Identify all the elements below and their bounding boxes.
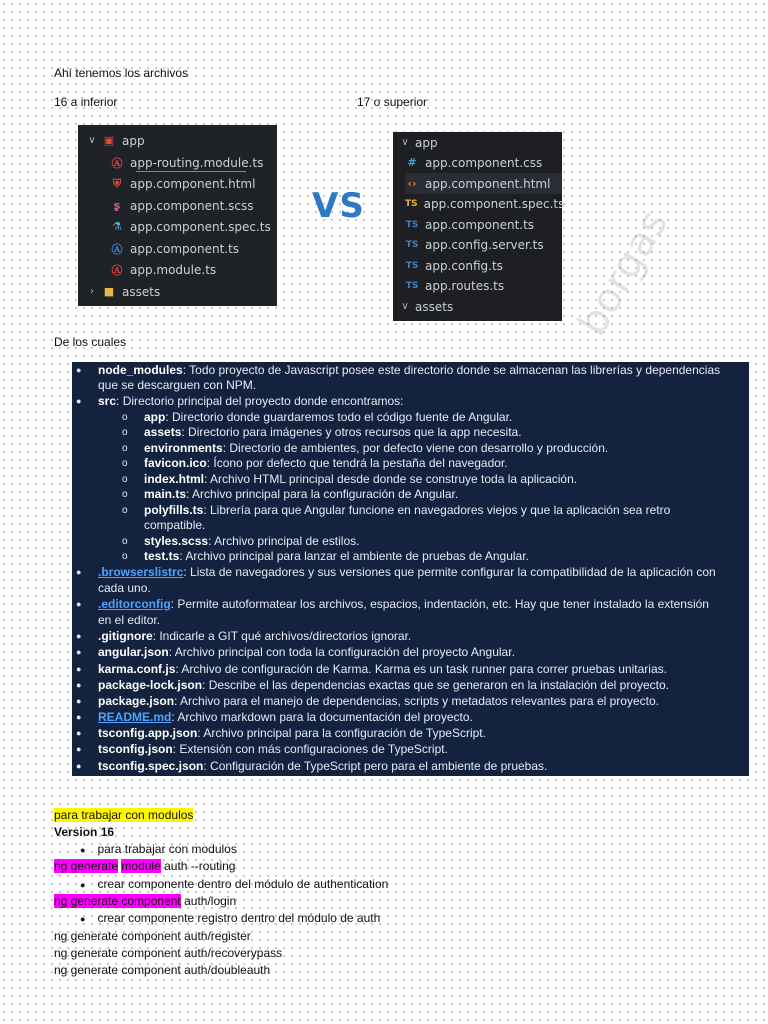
list-item: ● .editorconfig: Permite autoformatear los archivos, espacios, indentación, etc. Hay que tener instalado la extensión — [76, 597, 709, 611]
flask-icon: ⚗ — [112, 220, 122, 233]
tree-label: app.routes.ts — [425, 278, 505, 293]
tree-label: app — [122, 133, 145, 148]
ts-icon: TS — [405, 260, 419, 271]
tree-label: app — [415, 135, 438, 150]
tree-row-file[interactable] — [110, 152, 277, 173]
chevron-down-icon: ∨ — [401, 137, 409, 148]
watermark: borgas — [569, 202, 678, 344]
bullet-line: ● crear componente registro dentro del módulo de auth — [80, 911, 381, 925]
list-item: ● angular.json: Archivo principal con toda la configuración del proyecto Angular. — [76, 645, 515, 659]
de-los-cuales: De los cuales — [54, 335, 127, 349]
bullet-line: ● para trabajar con modulos — [80, 842, 237, 856]
tree-label: app.component.ts — [130, 241, 240, 256]
tree-label: assets — [415, 299, 454, 314]
tree-label: app.component.css — [425, 155, 543, 170]
label-left: 16 a inferior — [54, 95, 118, 109]
command-line: ng generate module auth --routing — [54, 859, 236, 873]
command-line: ng generate component auth/register — [54, 929, 251, 943]
sub-item: o favicon.ico: Ícono por defecto que tendrá la pestaña del navegador. — [122, 456, 508, 470]
readme-link[interactable]: README.md — [98, 710, 172, 724]
sub-item: o environments: Directorio de ambientes, por defecto viene con desarrollo y producción. — [122, 441, 609, 455]
tree-row-file[interactable] — [405, 255, 562, 276]
explorer-angular-17 — [393, 132, 565, 321]
html5-icon: ⛨ — [112, 176, 122, 190]
sub-item: o styles.scss: Archivo principal de estilos. — [122, 534, 360, 548]
list-item: ● src: Directorio principal del proyecto donde encontramos: — [76, 394, 404, 408]
sub-item: o test.ts: Archivo principal para lanzar el ambiente de pruebas de Angular. — [122, 549, 529, 563]
sub-item-cont: compatible. — [144, 518, 206, 532]
browserslistrc-link[interactable]: .browserslistrc — [98, 565, 184, 579]
chevron-right-icon: › — [90, 286, 94, 297]
ts-icon: TS — [405, 239, 419, 250]
angular-icon: Ⓐ — [111, 156, 123, 170]
ts-icon: TS — [405, 219, 419, 230]
tree-row-file[interactable] — [405, 275, 562, 296]
tree-row-file[interactable] — [405, 193, 565, 214]
list-item-cont: que se descarguen con NPM. — [98, 378, 257, 392]
tree-row-app[interactable] — [399, 132, 562, 153]
version-heading: Version 16 — [54, 825, 115, 839]
list-item: ● .browserslistrc: Lista de navegadores y sus versiones que permite configurar la compatibilidad de la aplicación con — [76, 565, 716, 579]
tree-row-file[interactable] — [110, 238, 277, 259]
sub-item: o polyfills.ts: Librería para que Angular funcione en navegadores viejos y que la aplicación sea retro — [122, 503, 671, 517]
label-right: 17 o superior — [357, 95, 428, 109]
tree-label: assets — [122, 284, 161, 299]
list-item-cont: cada uno. — [98, 581, 151, 595]
tree-label: app.module.ts — [130, 262, 217, 277]
note-heading: para trabajar con modulos — [54, 808, 194, 822]
list-item: ● node_modules: Todo proyecto de Javascript posee este directorio donde se almacenan las librerías y dependencias — [76, 363, 721, 377]
list-item: ● tsconfig.json: Extensión con más configuraciones de TypeScript. — [76, 742, 448, 756]
tree-label: app.component.html — [425, 176, 551, 191]
folder-yellow-icon: ■ — [103, 285, 115, 298]
list-item: ● package.json: Archivo para el manejo de dependencias, scripts y metadatos relevantes para el proyecto. — [76, 694, 659, 708]
explorer-angular-16 — [78, 125, 277, 306]
angular-icon: Ⓐ — [111, 263, 123, 277]
list-item: ● .gitignore: Indicarle a GIT qué archivos/directorios ignorar. — [76, 629, 412, 643]
chevron-down-icon: ∨ — [401, 301, 409, 312]
sub-item: o main.ts: Archivo principal para la configuración de Angular. — [122, 487, 459, 501]
tree-row-file[interactable] — [405, 214, 562, 235]
tree-row-file[interactable] — [405, 152, 562, 173]
vs-label: VS — [312, 186, 365, 226]
hash-icon: # — [407, 156, 417, 169]
folder-red-icon: ▣ — [103, 134, 115, 147]
file-description-list — [72, 362, 749, 776]
tree-label: app.component.scss — [130, 198, 254, 213]
tree-row-file[interactable] — [405, 173, 562, 194]
ts-icon: TS — [405, 280, 419, 291]
angular-blue-icon: Ⓐ — [111, 242, 123, 256]
tree-label: app.config.ts — [425, 258, 503, 273]
code-brackets-icon: ‹› — [407, 177, 417, 190]
sub-item: o assets: Directorio para imágenes y otros recursos que la app necesita. — [122, 425, 522, 439]
list-item: ● tsconfig.app.json: Archivo principal para la configuración de TypeScript. — [76, 726, 486, 740]
intro-text: Ahí tenemos los archivos — [54, 66, 189, 80]
sub-item: o index.html: Archivo HTML principal desde donde se construye toda la aplicación. — [122, 472, 578, 486]
tree-row-file[interactable] — [405, 234, 562, 255]
command-line: ng generate component auth/login — [54, 894, 237, 908]
tree-label: app-routing.module.ts — [130, 155, 264, 170]
tree-row-file[interactable] — [110, 173, 277, 194]
ts-icon: TS — [405, 198, 418, 209]
sass-icon: ʂ — [113, 199, 121, 212]
arrow-underline — [136, 171, 246, 172]
tree-label: app.component.ts — [425, 217, 535, 232]
tree-row-app[interactable] — [86, 130, 277, 151]
tree-row-assets[interactable] — [86, 281, 277, 302]
list-item: ● package-lock.json: Describe el las dependencias exactas que se generaron en la instalación del proyecto. — [76, 678, 670, 692]
tree-label: app.component.spec.ts — [423, 196, 565, 211]
tree-row-file[interactable] — [110, 195, 277, 216]
editorconfig-link[interactable]: .editorconfig — [98, 597, 171, 611]
list-item-cont: en el editor. — [98, 613, 161, 627]
sub-item: o app: Directorio donde guardaremos todo el código fuente de Angular. — [122, 410, 513, 424]
command-line: ng generate component auth/doubleauth — [54, 963, 271, 977]
tree-label: app.component.html — [130, 176, 256, 191]
tree-row-assets[interactable] — [399, 296, 562, 317]
tree-label: app.component.spec.ts — [130, 219, 271, 234]
chevron-down-icon: ∨ — [88, 135, 96, 146]
list-item: ● README.md: Archivo markdown para la documentación del proyecto. — [76, 710, 473, 724]
bullet-line: ● crear componente dentro del módulo de authentication — [80, 877, 389, 891]
command-line: ng generate component auth/recoverypass — [54, 946, 283, 960]
list-item: ● tsconfig.spec.json: Configuración de TypeScript pero para el ambiente de pruebas. — [76, 759, 548, 773]
tree-row-file[interactable] — [110, 259, 277, 280]
list-item: ● karma.conf.js: Archivo de configuración de Karma. Karma es un task runner para correr pruebas unitarias. — [76, 662, 667, 676]
tree-row-file[interactable] — [110, 216, 277, 237]
tree-label: app.config.server.ts — [425, 237, 544, 252]
